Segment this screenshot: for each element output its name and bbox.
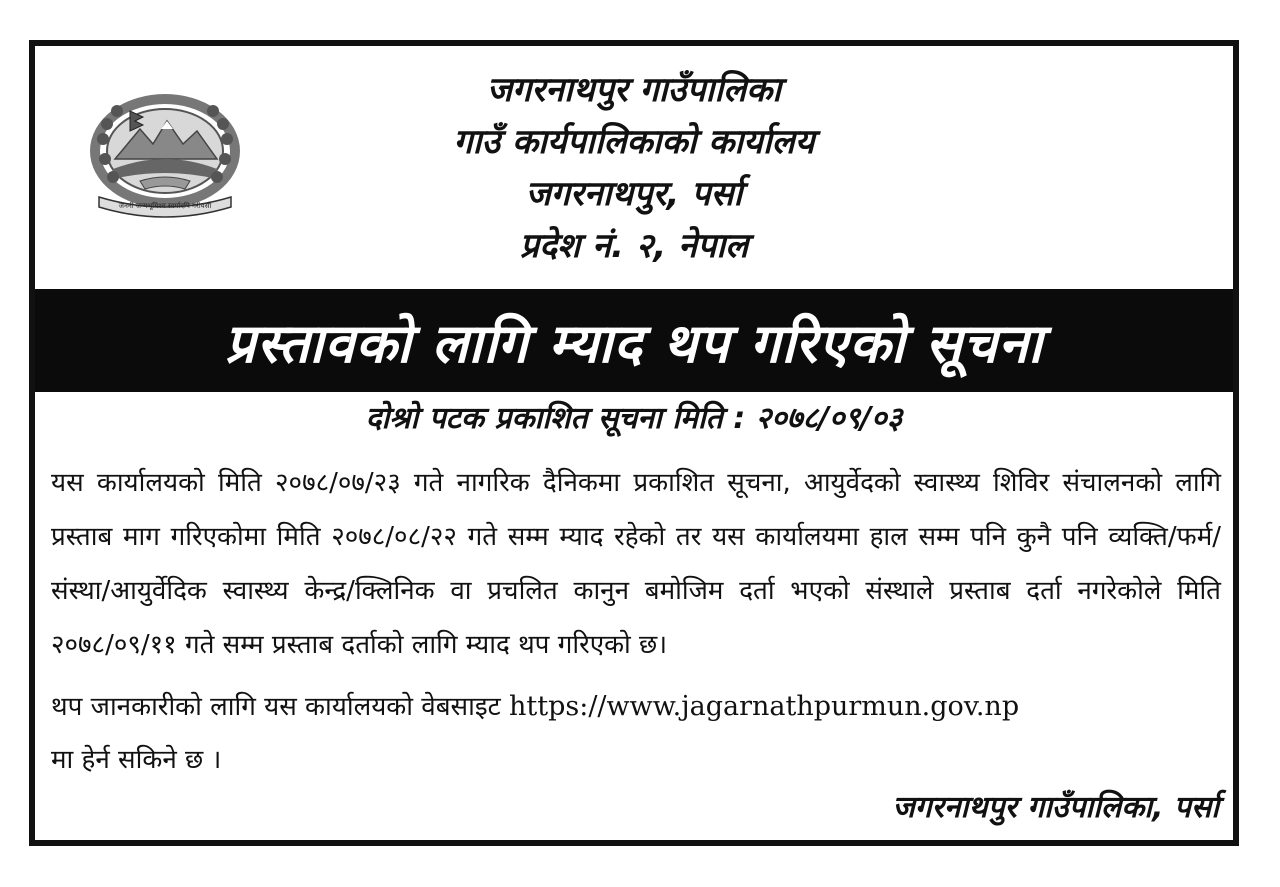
notice-paragraph-1: यस कार्यालयको मिति २०७८/०७/२३ गते नागरिक दैनिकमा प्रकाशित सूचना, आयुर्वेदको स्वास्थ्य शिविर संचालनको लागि प्रस्ताब माग गरिएकोमा मिति २०७८/०८/२२ गते सम्म म्याद रहेको तर यस कार्यालयमा हाल सम्म पनि कुनै पनि व्यक्ति/फर्म/संस्था/आयुर्वेदिक स्वास्थ्य केन्द्र/क्लिनिक वा प्रचलित कानुन बमोजिम दर्ता भएको संस्थाले प्रस्ताब दर्ता नगरेकोले मिति २०७८/०९/११ गते सम्म प्रस्ताब दर्ताको लागि म्याद थप गरिएको छ। [51, 468, 1221, 660]
notice-body [51, 456, 1221, 787]
notice-title-banner [35, 289, 1233, 392]
emblem-motto: जननी जन्मभूमिश्च स्वर्गादपि गरीयसी [118, 202, 212, 210]
office-location: जगरनाथपुर, पर्सा [525, 174, 743, 214]
office-name: गाउँ कार्यपालिकाको कार्यालय [453, 122, 815, 162]
notice-title: प्रस्तावको लागि म्याद थप गरिएको सूचना [224, 311, 1044, 375]
notice-header [35, 46, 1233, 289]
province-line: प्रदेश नं. २, नेपाल [519, 226, 749, 266]
website-link[interactable]: https://www.jagarnathpurmun.gov.np [509, 691, 1020, 722]
municipality-name: जगरनाथपुर गाउँपालिका [486, 70, 782, 110]
notice-paragraph-2 [51, 680, 1221, 787]
publication-date-line: दोश्रो पटक प्रकाशित सूचना मिति : २०७८/०९/०३ [365, 401, 903, 436]
signature-line: जगरनाथपुर गाउँपालिका, पर्सा [892, 790, 1219, 825]
notice-frame [29, 40, 1239, 846]
office-heading [35, 64, 1233, 272]
paragraph-2-tail: मा हेर्न सकिने छ । [51, 745, 222, 775]
paragraph-2-lead: थप जानकारीको लागि यस कार्यालयको वेबसाइट [51, 692, 501, 722]
